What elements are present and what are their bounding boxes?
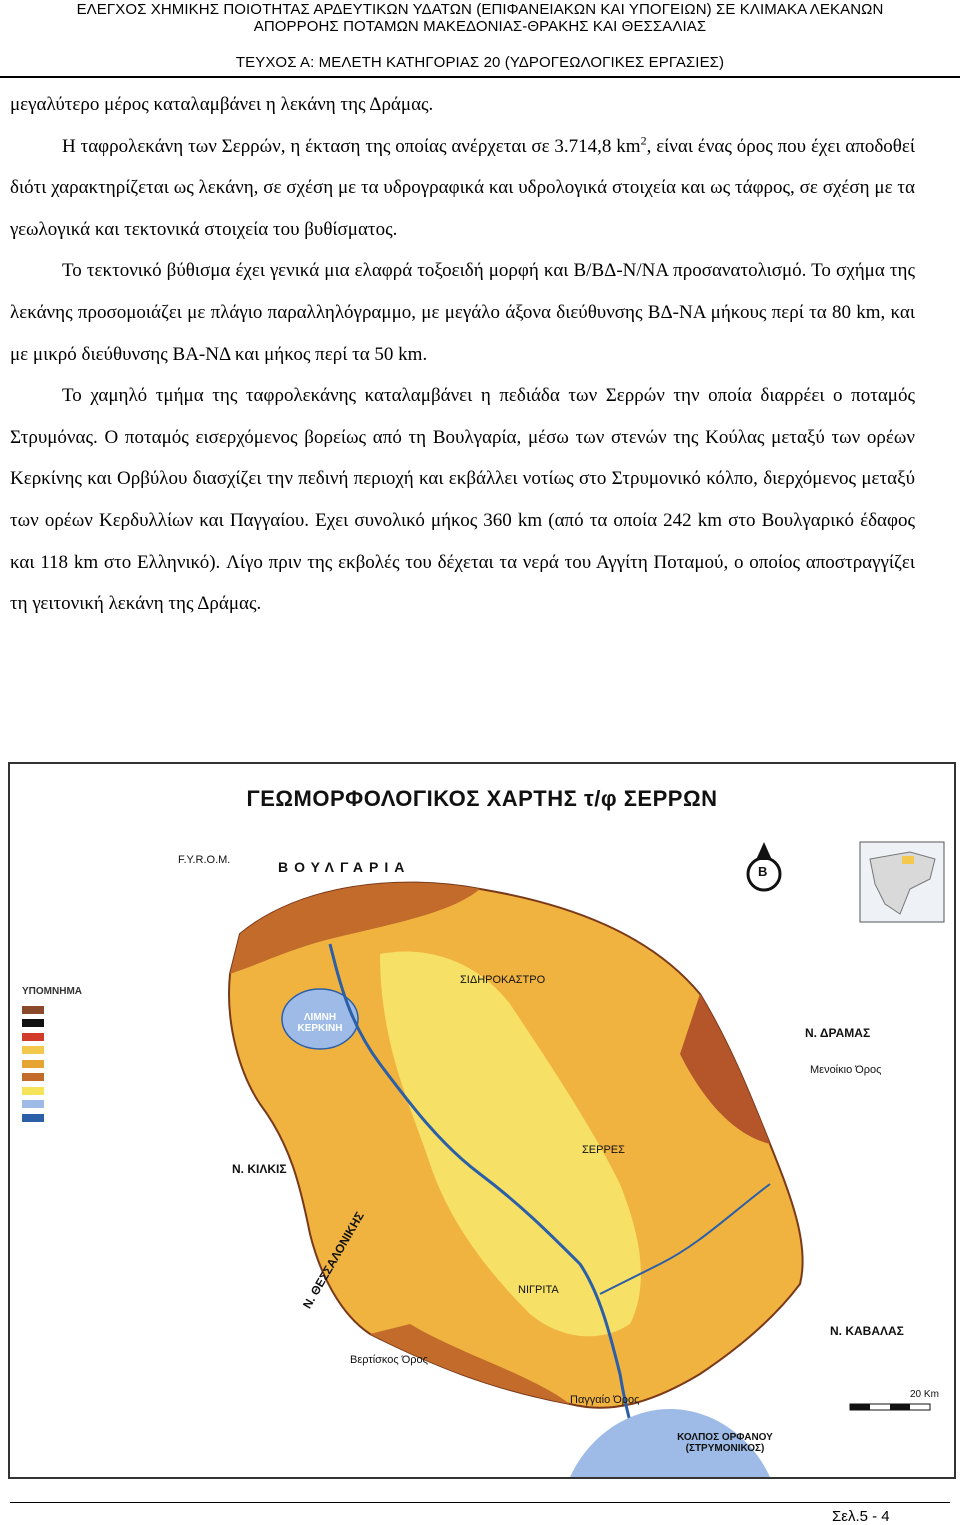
- legend-title: ΥΠΟΜΝΗΜΑ: [22, 986, 82, 997]
- map-legend: [22, 986, 212, 1125]
- map-label-kavala: Ν. ΚΑΒΑΛΑΣ: [830, 1324, 904, 1338]
- map-label-kilkis: Ν. ΚΙΛΚΙΣ: [232, 1162, 287, 1176]
- geomorphological-map-figure: [8, 762, 956, 1479]
- north-label: Β: [758, 864, 768, 879]
- map-label-vertiskos: Βερτίσκος Όρος: [350, 1354, 428, 1366]
- legend-swatch: [22, 1060, 44, 1068]
- map-label-serres: ΣΕΡΡΕΣ: [582, 1144, 625, 1156]
- legend-swatch: [22, 1087, 44, 1095]
- legend-row: [22, 1098, 212, 1112]
- footer-rule: [10, 1502, 950, 1503]
- map-label-lake: ΛΙΜΝΗ ΚΕΡΚΙΝΗ: [297, 1012, 343, 1034]
- paragraph-0: μεγαλύτερο μέρος καταλαμβάνει η λεκάνη της Δράμας.: [10, 94, 434, 115]
- figure-title: ΓΕΩΜΟΡΦΟΛΟΓΙΚΟΣ ΧΑΡΤΗΣ τ/φ ΣΕΡΡΩΝ: [246, 786, 718, 811]
- map-label-pangaio: Παγγαίο Όρος: [570, 1394, 640, 1406]
- legend-row: [22, 1084, 212, 1098]
- legend-swatch: [22, 1114, 44, 1122]
- legend-row: [22, 1017, 212, 1031]
- legend-row: [22, 1044, 212, 1058]
- map-label-nigrita: ΝΙΓΡΙΤΑ: [518, 1284, 559, 1296]
- paragraph-1-end: , είναι ένας όρος που έχει αποδοθεί διότι χαρακτηρίζεται ως λεκάνη, σε σχέση με τα υδρογραφικά και υδρολογικά στοιχεία και ως τάφρος, σε σχέση με τα γεωλογικά και τεκτονικά στοιχεία του βυθίσματος.: [10, 135, 916, 240]
- legend-swatch: [22, 1046, 44, 1054]
- legend-row: [22, 1003, 212, 1017]
- legend-rows: [22, 1003, 212, 1125]
- legend-row: [22, 1071, 212, 1085]
- legend-swatch: [22, 1100, 44, 1108]
- page-header: [0, 0, 960, 74]
- header-rule: [0, 76, 960, 78]
- scale-label: 20 Km: [910, 1389, 939, 1400]
- legend-swatch: [22, 1033, 44, 1041]
- map-label-drama: Ν. ΔΡΑΜΑΣ: [805, 1026, 871, 1040]
- paragraph-2: Το τεκτονικό βύθισμα έχει γενικά μια ελαφρά τοξοειδή μορφή και Β/ΒΔ-Ν/ΝΑ προσανατολισμό. Το σχήμα της λεκάνης προσομοιάζει με πλάγιο παραλληλόγραμμο, με μεγάλο άξονα διεύθυνσης ΒΔ-ΝΑ μήκους περί τα 80 km, και με μικρό διεύθυνσης ΒΑ-ΝΔ και μήκος περί τα 50 km.: [10, 260, 915, 365]
- paragraph-3: Το χαμηλό τμήμα της ταφρολεκάνης καταλαμβάνει η πεδιάδα των Σερρών την οποία διαρρέει ο ποταμός Στρυμόνας. Ο ποταμός εισερχόμενος βορείως από τη Βουλγαρία, μέσω των στενών της Κούλας μεταξύ των ορέων Κερκίνης και Ορβύλου διασχίζει την πεδινή περιοχή και εκβάλλει νοτίως στο Στρυμονικό κόλπο, διερχόμενος μεταξύ των ορέων Κερδυλλίων και Παγγαίου. Εχει συνολικό μήκος 360 km (από τα οποία 242 km στο Βουλγαρικό έδαφος και 118 km στο Ελληνικό). Λίγο πριν της εκβολές του δέχεται τα νερά του Αγγίτη Ποταμού, ο οποίος αποστραγγίζει τη γειτονική λεκάνη της Δράμας.: [10, 385, 915, 615]
- map-label-menoikio: Μενοίκιο Όρος: [810, 1064, 882, 1076]
- legend-swatch: [22, 1073, 44, 1081]
- header-line-1: ΕΛΕΓΧΟΣ ΧΗΜΙΚΗΣ ΠΟΙΟΤΗΤΑΣ ΑΡΔΕΥΤΙΚΩΝ ΥΔΑΤΩΝ (ΕΠΙΦΑΝΕΙΑΚΩΝ ΚΑΙ ΥΠΟΓΕΙΩΝ) ΣΕ ΚΛΙΜΑΚΑ ΛΕΚΑΝΩΝ: [76, 1, 884, 18]
- map-label-thessaloniki: Ν. ΘΕΣΣΑΛΟΝΙΚΗΣ: [300, 1209, 367, 1311]
- body-text: [10, 84, 915, 625]
- legend-row: [22, 1057, 212, 1071]
- map-label-sidirokastro: ΣΙΔΗΡΟΚΑΣΤΡΟ: [460, 974, 546, 986]
- legend-swatch: [22, 1019, 44, 1027]
- paragraph-1: [10, 126, 915, 251]
- superscript-2: 2: [640, 133, 647, 148]
- header-line-3: ΤΕΥΧΟΣ Α: ΜΕΛΕΤΗ ΚΑΤΗΓΟΡΙΑΣ 20 (ΥΔΡΟΓΕΩΛΟΓΙΚΕΣ ΕΡΓΑΣΙΕΣ): [235, 54, 725, 71]
- map-label-fyrom: F.Y.R.O.M.: [178, 854, 231, 866]
- legend-swatch: [22, 1006, 44, 1014]
- legend-row: [22, 1111, 212, 1125]
- map-label-gulf: ΚΟΛΠΟΣ ΟΡΦΑΝΟΥ (ΣΤΡΥΜΟΝΙΚΟΣ): [677, 1432, 773, 1454]
- page-number: Σελ.5 - 4: [832, 1508, 890, 1525]
- header-line-2: ΑΠΟΡΡΟΗΣ ΠΟΤΑΜΩΝ ΜΑΚΕΔΟΝΙΑΣ-ΘΡΑΚΗΣ ΚΑΙ ΘΕΣΣΑΛΙΑΣ: [253, 18, 707, 35]
- map-label-bulgaria: ΒΟΥΛΓΑΡΙΑ: [278, 859, 411, 875]
- legend-row: [22, 1030, 212, 1044]
- paragraph-1-start: Η ταφρολεκάνη των Σερρών, η έκταση της οποίας ανέρχεται σε 3.714,8 km: [62, 135, 641, 157]
